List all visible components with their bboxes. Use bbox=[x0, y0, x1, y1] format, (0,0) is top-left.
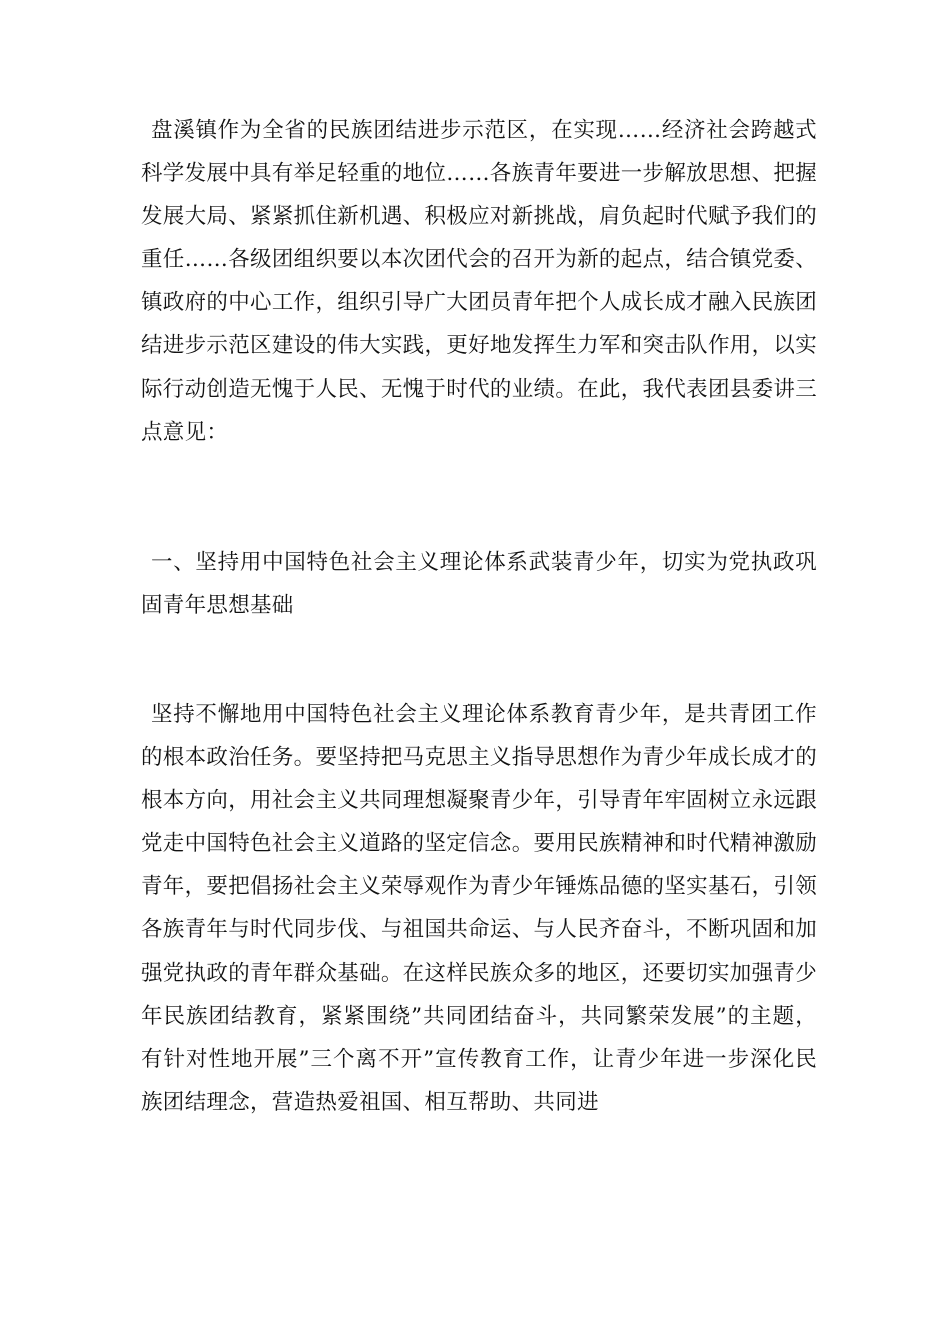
intro-paragraph: 盘溪镇作为全省的民族团结进步示范区，在实现……经济社会跨越式科学发展中具有举足轻重的地位……各族青年要进一步解放思想、把握发展大局、紧紧抓住新机遇、积极应对新挑战，肩负起时代赋予我们的重任……各级团组织要以本次团代会的召开为新的起点，结合镇党委、镇政府的中心工作，组织引导广大团员青年把个人成长成才融入民族团结进步示范区建设的伟大实践，更好地发挥生力军和突击队作用，以实际行动创造无愧于人民、无愧于时代的业绩。在此，我代表团县委讲三点意见： bbox=[141, 118, 817, 445]
section-one-body-paragraph: 坚持不懈地用中国特色社会主义理论体系教育青少年，是共青团工作的根本政治任务。要坚持把马克思主义指导思想作为青少年成长成才的根本方向，用社会主义共同理想凝聚青少年，引导青年牢固树立永远跟党走中国特色社会主义道路的坚定信念。要用民族精神和时代精神激励青年，要把倡扬社会主义荣辱观作为青少年锤炼品德的坚实基石，引领各族青年与时代同步伐、与祖国共命运、与人民齐奋斗，不断巩固和加强党执政的青年群众基础。在这样民族众多的地区，还要切实加强青少年民族团结教育，紧紧围绕”共同团结奋斗，共同繁荣发展”的主题，有针对性地开展”三个离不开”宣传教育工作，让青少年进一步深化民族团结理念，营造热爱祖国、相互帮助、共同进 bbox=[141, 702, 817, 1115]
section-heading-one: 一、坚持用中国特色社会主义理论体系武装青少年，切实为党执政巩固青年思想基础 bbox=[141, 550, 817, 619]
